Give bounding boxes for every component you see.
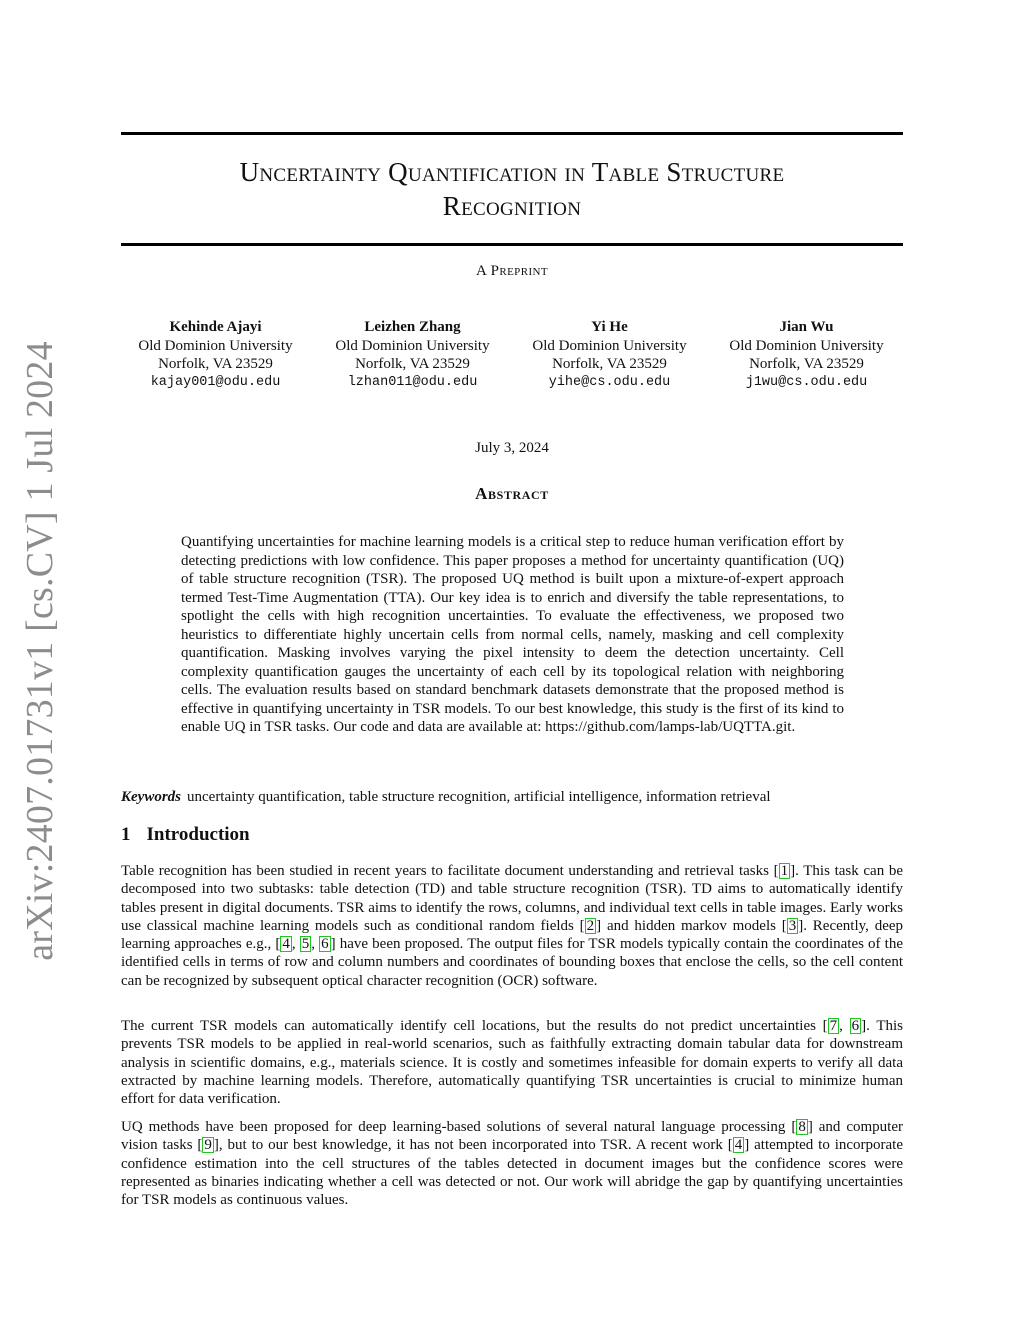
paragraph-text: ]. This prevents TSR models to be applied in real-world scenarios, such as faithfully extracting domain tabular data for downstream analysis in scientific domains, e.g., materials science. It is costly and sometimes infeasible for domain experts to verify all data extracted by machine learning models. Therefore, automatically quantifying TSR uncertainties is crucial to minimize human effort for data verification.	[121, 1018, 904, 1108]
author-block	[315, 318, 510, 392]
section-title: Introduction	[146, 824, 250, 845]
author-block	[709, 318, 904, 392]
author-email[interactable]: lzhan011@odu.edu	[347, 374, 478, 390]
paper-title	[121, 155, 903, 223]
citation-link[interactable]: 8	[798, 1119, 806, 1135]
citation-link[interactable]: 4	[734, 1137, 743, 1154]
paragraph-text: Table recognition has been studied in recent years to facilitate document understanding and retrieval tasks [	[121, 863, 779, 879]
intro-paragraph-2	[121, 1017, 903, 1108]
author-email[interactable]: j1wu@cs.odu.edu	[745, 374, 868, 390]
preprint-label: A Preprint	[476, 263, 548, 279]
author-location: Norfolk, VA 23529	[552, 356, 667, 372]
section-heading	[121, 824, 250, 846]
author-email[interactable]: yihe@cs.odu.edu	[548, 374, 671, 390]
intro-paragraph-3	[121, 1118, 903, 1209]
keywords-text: uncertainty quantification, table structure recognition, artificial intelligence, information retrieval	[187, 789, 771, 805]
citation-link[interactable]: 6	[321, 936, 329, 953]
paragraph-text: ], but to our best knowledge, it has not been incorporated into TSR. A recent work [	[213, 1137, 733, 1154]
citation-link[interactable]: 9	[204, 1137, 212, 1154]
author-affiliation: Old Dominion University	[729, 337, 884, 354]
paragraph-text: ] and hidden markov models [	[596, 917, 787, 934]
paragraph-text: The current TSR models can automatically identify cell locations, but the results do not predict uncertainties [	[121, 1018, 828, 1034]
abstract-text: Quantifying uncertainties for machine learning models is a critical step to reduce human verification effort by detecting predictions with low confidence. This paper proposes a method for uncertainty quantification (UQ) of table structure recognition (TSR). The proposed UQ method is built upon a mixture-of-expert approach termed Test-Time Augmentation (TTA). Our key idea is to enrich and diversify the table representations, to spotlight the cells with high recognition uncertainties. To evaluate the effectiveness, we proposed two heuristics to differentiate highly uncertain cells from normal cells, namely, masking and cell complexity quantification. Masking involves varying the pixel intensity to deem the detection uncertainty. Cell complexity quantification gauges the uncertainty of each cell by its topological relation with neighboring cells. The evaluation results based on standard benchmark datasets demonstrate that the proposed method is effective in quantifying uncertainty in TSR models. To our best knowledge, this study is the first of its kind to enable UQ in TSR tasks. Our code and data are available at: https://github.com/lamps-lab/UQTTA.git.	[181, 534, 844, 735]
intro-paragraph-1	[121, 862, 903, 990]
citation-separator: ,	[839, 1018, 850, 1034]
abstract-heading: Abstract	[475, 484, 549, 503]
citation-link[interactable]: 7	[829, 1018, 838, 1034]
keywords-line	[121, 789, 903, 806]
paper-title-line-2: Recognition	[442, 191, 582, 221]
author-location: Norfolk, VA 23529	[158, 356, 273, 372]
keywords-label: Keywords	[121, 789, 181, 805]
citation-link[interactable]: 2	[586, 917, 595, 934]
publication-date: July 3, 2024	[475, 440, 549, 456]
author-block	[118, 318, 313, 392]
author-name: Leizhen Zhang	[364, 319, 461, 335]
paper-title-line-1: Uncertainty Quantification in Table Structure	[239, 157, 785, 187]
author-affiliation: Old Dominion University	[532, 337, 687, 354]
section-number: 1	[121, 824, 131, 845]
author-location: Norfolk, VA 23529	[355, 356, 470, 372]
arxiv-identifier-stamp	[6, 340, 74, 961]
paragraph-text: ] and computer vision tasks [	[121, 1119, 903, 1154]
author-name: Yi He	[591, 319, 628, 335]
author-list	[118, 318, 904, 392]
author-location: Norfolk, VA 23529	[749, 356, 864, 372]
paragraph-text: ] have been proposed. The output files for TSR models typically contain the coordinates of the identified cells in terms of row and column numbers and coordinates of bounding boxes that enclose the cells, so the cell content can be recognized by subsequent optical character recognition (OCR) software.	[121, 936, 903, 989]
paragraph-text: ]. Recently, deep learning approaches e.g., [	[121, 917, 904, 953]
author-name: Jian Wu	[779, 319, 834, 335]
paragraph-text: UQ methods have been proposed for deep learning-based solutions of several natural language processing [	[121, 1119, 797, 1135]
citation-link[interactable]: 5	[301, 936, 310, 953]
paragraph-text: ] attempted to incorporate confidence estimation into the cell structures of the tables detected in document images but the confidence scores were represented as binaries indicating whether a cell was detected or not. Our work will abridge the gap by quantifying uncertainties for TSR models as continuous values.	[121, 1137, 904, 1209]
author-block	[512, 318, 707, 392]
author-email[interactable]: kajay001@odu.edu	[150, 374, 281, 390]
title-top-rule	[121, 132, 903, 135]
author-affiliation: Old Dominion University	[138, 337, 293, 354]
citation-link[interactable]: 1	[780, 863, 789, 879]
citation-link[interactable]: 3	[788, 917, 797, 934]
author-name: Kehinde Ajayi	[169, 319, 262, 335]
citation-link[interactable]: 6	[851, 1018, 860, 1034]
citation-separator: ,	[311, 936, 320, 953]
title-bottom-rule	[121, 243, 903, 246]
paragraph-text: ]. This task can be decomposed into two subtasks: table detection (TD) and table structure recognition (TSR). TD aims to automatically identify tables present in digital documents. TSR aims to identify the rows, columns, and individual text cells in table images. Early works use classical machine learning models such as conditional random fields [	[121, 863, 903, 934]
citation-separator: ,	[291, 936, 300, 953]
arxiv-identifier-text: arXiv:2407.01731v1 [cs.CV] 1 Jul 2024	[19, 340, 62, 961]
citation-link[interactable]: 4	[282, 936, 290, 953]
author-affiliation: Old Dominion University	[335, 337, 490, 354]
